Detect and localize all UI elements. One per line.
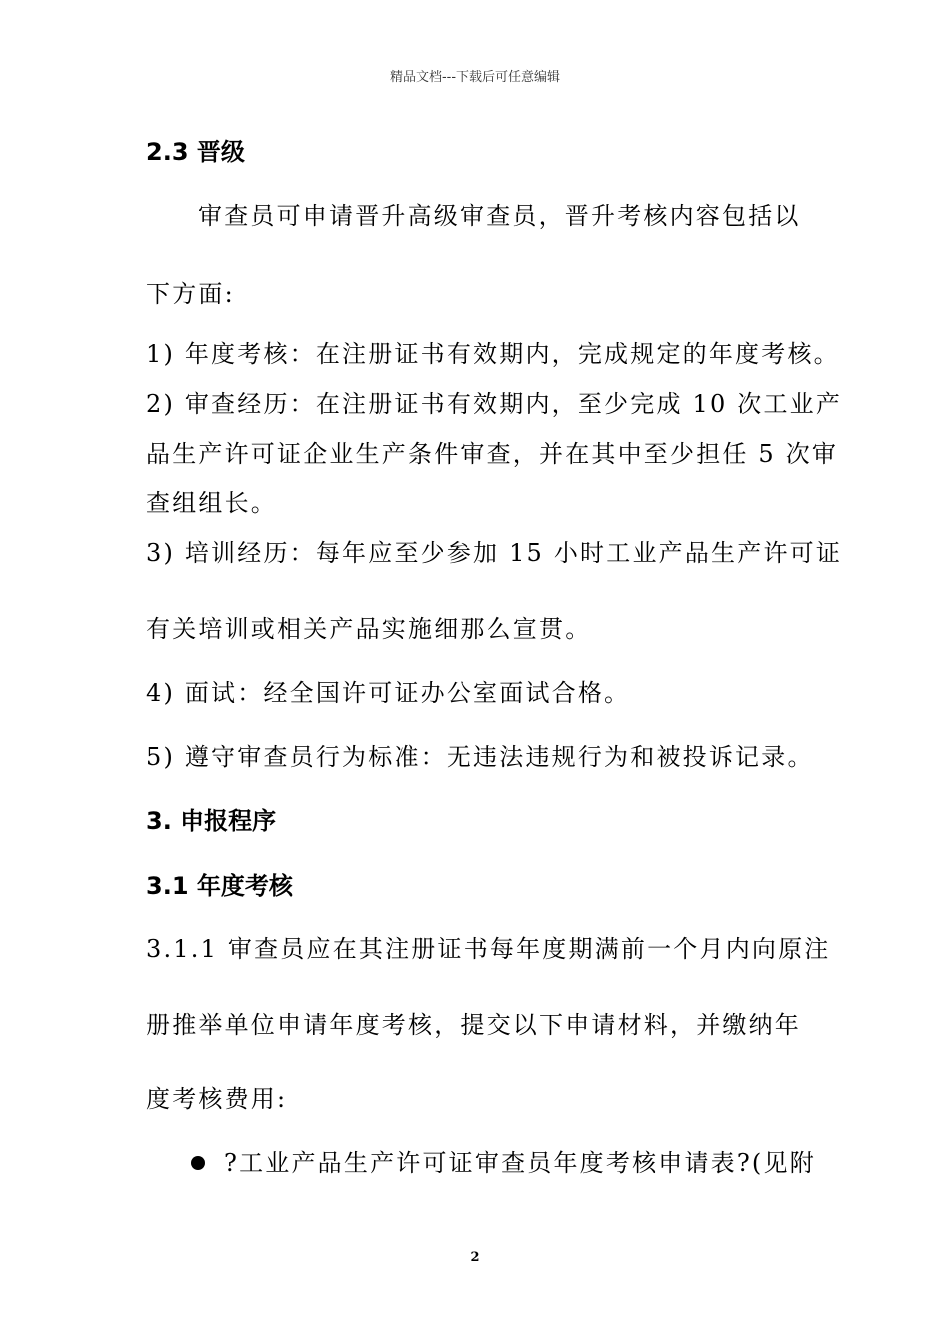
bullet-item: ?工业产品生产许可证审查员年度考核申请表?(见附 <box>224 1149 816 1177</box>
para-3-1-1-line-3: 度考核费用: <box>146 1085 288 1113</box>
list-item-2-line-3: 查组组长。 <box>146 489 277 517</box>
section-3-heading: 3. 申报程序 <box>146 807 277 835</box>
page-header: 精品文档---下载后可任意编辑 <box>389 70 561 85</box>
list-item-3-line-1: 3) 培训经历：每年应至少参加 15 小时工业产品生产许可证 <box>146 539 843 567</box>
section-3-1-heading: 3.1 年度考核 <box>146 872 293 900</box>
intro-line-1: 审查员可申请晋升高级审查员，晋升考核内容包括以 <box>198 202 801 230</box>
list-item-2-line-1: 2) 审查经历：在注册证书有效期内，至少完成 10 次工业产 <box>146 390 843 418</box>
intro-line-2: 下方面: <box>146 280 235 308</box>
section-2-3-heading: 2.3 晋级 <box>146 138 245 166</box>
para-3-1-1-line-1: 3.1.1 审查员应在其注册证书每年度期满前一个月内向原注 <box>146 935 831 963</box>
list-item-3-line-2: 有关培训或相关产品实施细那么宣贯。 <box>146 615 592 643</box>
list-item-5: 5) 遵守审查员行为标准：无违法违规行为和被投诉记录。 <box>146 743 814 771</box>
bullet-dot-icon <box>191 1156 205 1170</box>
list-item-2-line-2: 品生产许可证企业生产条件审查，并在其中至少担任 5 次审 <box>146 440 839 468</box>
para-3-1-1-line-2: 册推举单位申请年度考核，提交以下申请材料，并缴纳年 <box>146 1011 801 1039</box>
page-number: 2 <box>470 1250 480 1265</box>
list-item-1: 1) 年度考核：在注册证书有效期内，完成规定的年度考核。 <box>146 340 840 368</box>
list-item-4: 4) 面试：经全国许可证办公室面试合格。 <box>146 679 631 707</box>
